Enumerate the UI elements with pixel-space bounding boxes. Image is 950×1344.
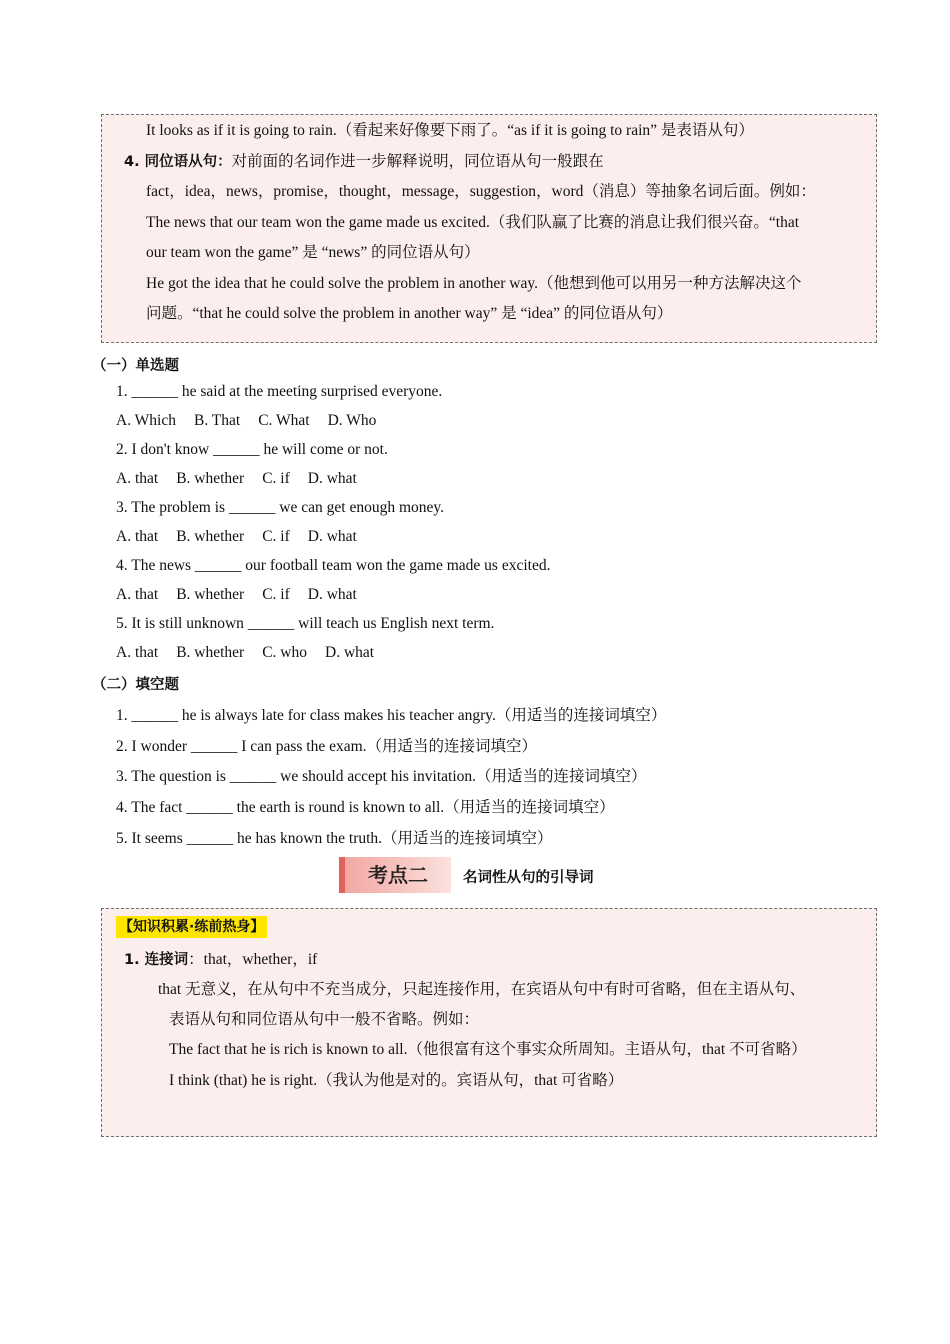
- option: A. that: [116, 586, 159, 603]
- fill-question-5: 5. It seems ______ he has known the truth.（用适当的连接词填空）: [116, 830, 553, 847]
- topic-badge: 考点二: [339, 857, 451, 893]
- question-2: 2. I don't know ______ he will come or not.: [116, 441, 388, 458]
- option: D. what: [307, 528, 357, 545]
- options-5: [116, 644, 392, 662]
- options-4: [116, 586, 375, 604]
- item-appositive-clause: [124, 152, 604, 172]
- option: B. whether: [176, 586, 245, 603]
- option: B. whether: [176, 644, 245, 661]
- fill-question-3: 3. The question is ______ we should accept his invitation.（用适当的连接词填空）: [116, 768, 647, 785]
- option: C. if: [262, 586, 290, 603]
- option: B. whether: [176, 470, 245, 487]
- option: C. if: [262, 470, 290, 487]
- option: C. What: [258, 412, 310, 429]
- option: C. who: [262, 644, 307, 661]
- example-object-clause: I think (that) he is right.（我认为他是对的。宾语从句，that 可省略）: [169, 1072, 624, 1089]
- fill-question-1: 1. ______ he is always late for class makes his teacher angry.（用适当的连接词填空）: [116, 707, 667, 724]
- question-1: 1. ______ he said at the meeting surprised everyone.: [116, 383, 443, 400]
- example-idea: He got the idea that he could solve the problem in another way.（他想到他可以用另一种方法解决这个: [146, 275, 802, 292]
- section-title-single-choice: （一）单选题: [92, 358, 179, 374]
- option: D. Who: [327, 412, 377, 429]
- options-3: [116, 528, 375, 546]
- question-3: 3. The problem is ______ we can get enough money.: [116, 499, 445, 516]
- example-news-cont: our team won the game” 是 “news” 的同位语从句）: [146, 244, 480, 261]
- item-connectives: [124, 950, 317, 970]
- option: C. if: [262, 528, 290, 545]
- question-5: 5. It is still unknown ______ will teach us English next term.: [116, 615, 495, 632]
- note-box-appositive: [101, 114, 877, 343]
- question-4: 4. The news ______ our football team won the game made us excited.: [116, 557, 551, 574]
- option: D. what: [307, 586, 357, 603]
- option: B. whether: [176, 528, 245, 545]
- note-box-connectives: [101, 908, 877, 1137]
- item-text: 对前面的名词作进一步解释说明，同位语从句一般跟在: [231, 153, 604, 170]
- item-label: 1. 连接词: [124, 952, 189, 968]
- topic-title: 名词性从句的引导词: [463, 870, 594, 886]
- option: B. That: [193, 412, 241, 429]
- section-title-fill-blank: （二）填空题: [92, 677, 179, 693]
- option: A. that: [116, 470, 159, 487]
- option: A. that: [116, 644, 159, 661]
- options-1: [116, 412, 394, 430]
- fill-question-4: 4. The fact ______ the earth is round is known to all.（用适当的连接词填空）: [116, 799, 615, 816]
- option: D. what: [325, 644, 375, 661]
- that-explanation: that 无意义，在从句中不充当成分，只起连接作用，在宾语从句中有时可省略，但在主语从句、: [158, 981, 806, 998]
- example-predicative: It looks as if it is going to rain.（看起来好像要下雨了。“as if it is going to rain” 是表语从句）: [146, 122, 754, 139]
- example-idea-cont: 问题。“that he could solve the problem in another way” 是 “idea” 的同位语从句）: [146, 305, 673, 322]
- options-2: [116, 470, 375, 488]
- that-explanation-cont: 表语从句和同位语从句中一般不省略。例如：: [169, 1011, 480, 1028]
- fill-question-2: 2. I wonder ______ I can pass the exam.（用适当的连接词填空）: [116, 738, 538, 755]
- option: D. what: [307, 470, 357, 487]
- item-text: ：that，whether，if: [188, 951, 318, 968]
- knowledge-tag: 【知识积累·练前热身】: [116, 916, 267, 938]
- option: A. Which: [116, 412, 176, 429]
- example-news: The news that our team won the game made us excited.（我们队赢了比赛的消息让我们很兴奋。“that: [146, 214, 800, 231]
- example-subject-clause: The fact that he is rich is known to all.（他很富有这个事实众所周知。主语从句，that 不可省略）: [169, 1041, 807, 1058]
- noun-list: fact，idea，news，promise，thought，message，suggestion，word（消息）等抽象名词后面。例如：: [146, 183, 816, 200]
- option: A. that: [116, 528, 159, 545]
- item-label: 4. 同位语从句：: [124, 154, 232, 170]
